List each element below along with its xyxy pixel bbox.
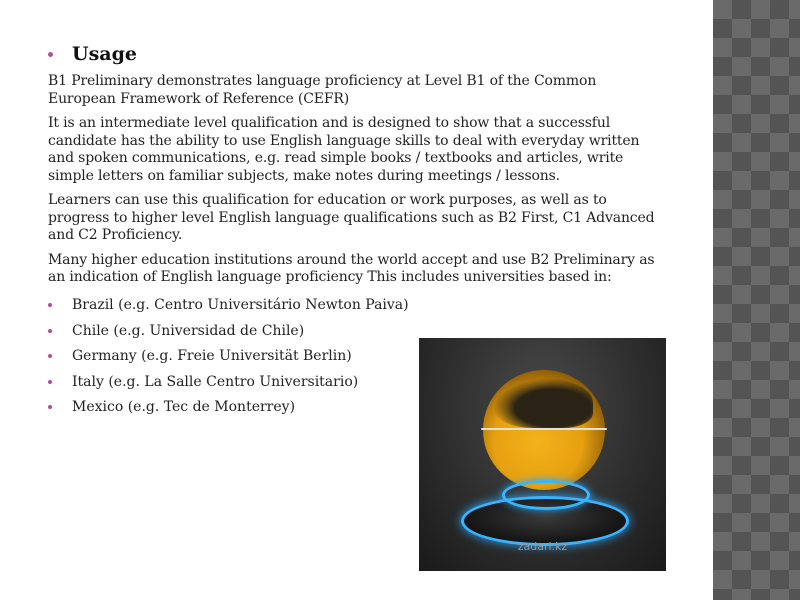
list-item-text: Chile (e.g. Universidad de Chile) bbox=[72, 322, 305, 339]
decorative-side-panel bbox=[713, 0, 800, 600]
bullet-icon bbox=[48, 354, 52, 358]
bullet-icon bbox=[48, 380, 52, 384]
slide-heading: Usage bbox=[72, 43, 137, 65]
list-item-text: Germany (e.g. Freie Universität Berlin) bbox=[72, 348, 352, 365]
paragraph-institutions: Many higher education institutions around the world accept and use B2 Preliminary as an indication of English language proficiency This includes universities based in: bbox=[48, 251, 655, 285]
bullet-icon bbox=[48, 405, 52, 409]
image-watermark: zadari.kz bbox=[517, 540, 568, 553]
bullet-icon bbox=[48, 303, 52, 307]
paragraph-learners: Learners can use this qualification for education or work purposes, as well as to progress to higher level English language qualifications such as B2 First, C1 Advanced and C2 Proficiency. bbox=[48, 192, 655, 243]
list-item-text: Italy (e.g. La Salle Centro Universitario) bbox=[72, 373, 359, 390]
bullet-icon bbox=[48, 329, 52, 333]
heading-row bbox=[48, 40, 668, 68]
list-item-text: Mexico (e.g. Tec de Monterrey) bbox=[72, 399, 296, 416]
globe-photo bbox=[419, 338, 666, 571]
landmass-shape bbox=[493, 378, 593, 428]
list-item bbox=[48, 293, 668, 319]
equator-line bbox=[481, 428, 607, 430]
globe-image bbox=[483, 370, 605, 490]
bullet-icon bbox=[48, 52, 53, 57]
list-item-text: Brazil (e.g. Centro Universitário Newton Paiva) bbox=[72, 297, 409, 314]
paragraph-cefr: B1 Preliminary demonstrates language proficiency at Level B1 of the Common European Framework of Reference (CEFR) bbox=[48, 73, 597, 107]
paragraph-intermediate: It is an intermediate level qualification and is designed to show that a successful candidate has the ability to use English language skills to deal with everyday written and spoken communications, e.g. read simple books / textbooks and articles, write simple letters on familiar subjects, make notes during meetings / lessons. bbox=[48, 115, 640, 184]
glow-ring bbox=[502, 480, 590, 510]
